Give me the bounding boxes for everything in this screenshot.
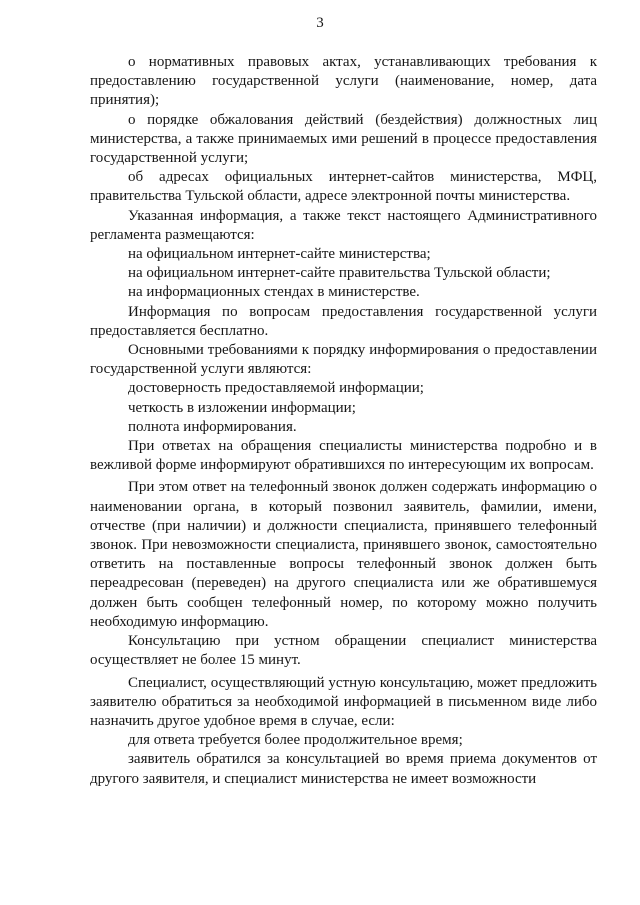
- list-item-completeness: полнота информирования.: [128, 418, 297, 435]
- paragraph-appeal-procedure: о порядке обжалования действий (бездействия) должностных лиц министерства, а также принимаемых ими решений в процессе предоставления государственной услуги;: [90, 111, 597, 167]
- list-item-government-site: на официальном интернет-сайте правительства Тульской области;: [128, 265, 551, 282]
- page-number: 3: [316, 15, 324, 31]
- list-item-clarity: четкость в изложении информации;: [128, 399, 356, 416]
- list-item-longer-time: для ответа требуется более продолжительное время;: [128, 732, 463, 749]
- paragraph-free-of-charge: Информация по вопросам предоставления государственной услуги предоставляется бесплатно.: [90, 303, 597, 339]
- paragraph-phone-answer: При этом ответ на телефонный звонок должен содержать информацию о наименовании органа, в который позвонил заявитель, фамилии, имени, отчестве (при наличии) и должности специалиста, принявшего телефонный звонок. При невозможности специалиста, принявшего звонок, самостоятельно ответить на поставленные вопросы телефонный звонок должен быть переадресован (переведен) на другого специалиста или же обратившемуся должен быть сообщен телефонный номер, по которому можно получить необходимую информацию.: [90, 479, 597, 630]
- paragraph-written-request: Специалист, осуществляющий устную консультацию, может предложить заявителю обратиться за необходимой информацией в письменном виде либо назначить другое удобное время в случае, если:: [90, 674, 597, 729]
- list-item-during-reception: заявитель обратился за консультацией во время приема документов от другого заявителя, и специалист министерства не имеет возможности: [90, 751, 597, 787]
- paragraph-polite-answers: При ответах на обращения специалисты министерства подробно и в вежливой форме информируют обратившихся по интересующим их вопросам.: [90, 438, 597, 474]
- paragraph-requirements-intro: Основными требованиями к порядку информирования о предоставлении государственной услуги являются:: [90, 342, 597, 378]
- list-item-ministry-site: на официальном интернет-сайте министерства;: [128, 246, 431, 263]
- paragraph-consultation-duration: Консультацию при устном обращении специалист министерства осуществляет не более 15 минут.: [90, 633, 597, 669]
- list-item-info-stands: на информационных стендах в министерстве.: [128, 284, 420, 301]
- list-item-reliability: достоверность предоставляемой информации;: [128, 380, 424, 397]
- paragraph-website-addresses: об адресах официальных интернет-сайтов министерства, МФЦ, правительства Тульской области, адресе электронной почты министерства.: [90, 169, 597, 205]
- paragraph-info-placement: Указанная информация, а также текст настоящего Административного регламента размещаются:: [90, 207, 597, 243]
- document-body: [90, 53, 597, 789]
- paragraph-normative-acts: о нормативных правовых актах, устанавливающих требования к предоставлению государственной услуги (наименование, номер, дата принятия);: [90, 54, 597, 109]
